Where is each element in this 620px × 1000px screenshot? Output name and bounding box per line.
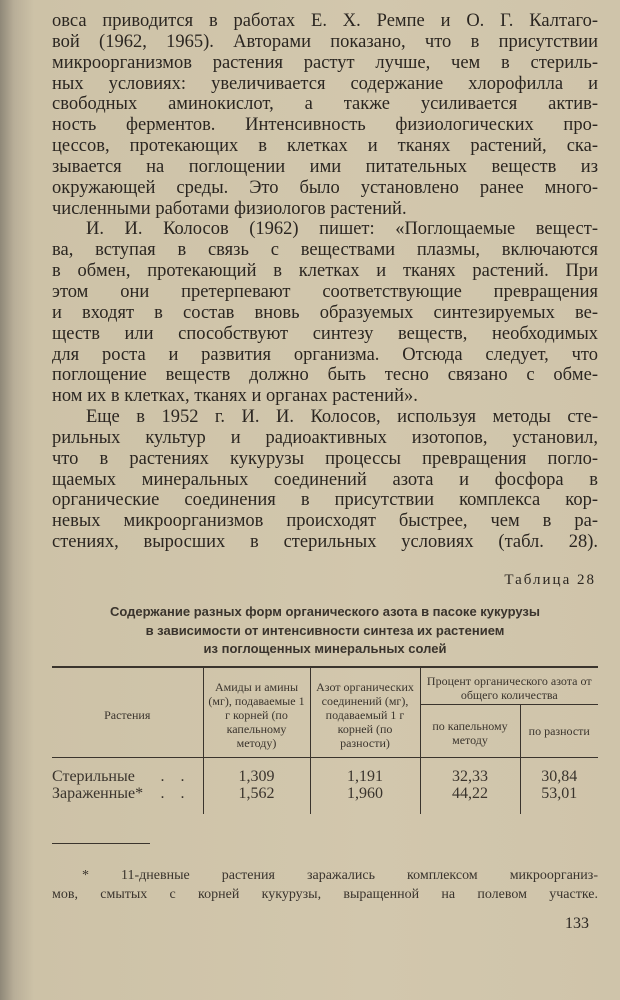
text-line: численными работами физиологов растений.: [52, 198, 407, 219]
text-line: зывается на поглощении ими питательных веществ из: [52, 156, 598, 177]
table-row: [52, 758, 598, 786]
cell-organic-nitrogen: 1,191: [310, 758, 420, 786]
cell-amides: 1,562: [203, 785, 310, 814]
header-percent-drop: по капельному методу: [420, 705, 520, 758]
page-number: 133: [565, 915, 589, 932]
cell-plant: [52, 758, 203, 786]
text-line: свободных аминокислот, а также усиливается актив-: [52, 94, 598, 115]
text-line: вой (1962, 1965). Авторами показано, что в присутствии: [52, 31, 598, 52]
text-line: этом они претерпевают соответствующие превращения: [52, 281, 598, 302]
text-line: цессов, протекающих в клетках и тканях растений, ска-: [52, 136, 598, 157]
table-label: Таблица 28: [504, 572, 596, 588]
cell-percent-drop: 32,33: [420, 758, 520, 786]
header-percent-group: Процент органического азота от общего количества: [420, 667, 598, 705]
text-line: рильных культур и радиоактивных изотопов, установил,: [52, 427, 598, 448]
cell-percent-drop: 44,22: [420, 785, 520, 814]
text-line: стениях, выросших в стерильных условиях (табл. 28).: [52, 532, 598, 553]
text-line: в обмен, протекающий в клетках и тканях растений. При: [52, 261, 598, 282]
header-amides: Амиды и амины (мг), подаваемые 1 г корней (по капельному методу): [203, 667, 310, 758]
leader-dots: . .: [160, 768, 191, 785]
plant-name: Зараженные*: [52, 785, 144, 802]
cell-organic-nitrogen: 1,960: [310, 785, 420, 814]
table-title: [52, 603, 598, 659]
table-title-line: из поглощенных минеральных солей: [203, 641, 447, 656]
table-row: [52, 785, 598, 814]
footnote: [52, 866, 598, 904]
text-line: щаемых минеральных соединений азота и фосфора в: [52, 469, 598, 490]
cell-plant: [52, 785, 203, 814]
text-line: органические соединения в присутствии комплекса кор-: [52, 490, 598, 511]
table-title-line: Содержание разных форм органического азота в пасоке кукурузы: [110, 604, 540, 619]
cell-percent-diff: 53,01: [520, 785, 598, 814]
footnote-rule: [52, 843, 150, 844]
cell-percent-diff: 30,84: [520, 758, 598, 786]
table-title-line: в зависимости от интенсивности синтеза их растением: [145, 622, 505, 638]
plant-name: Стерильные: [52, 768, 135, 785]
text-line: ществ или способствуют синтезу веществ, необходимых: [52, 323, 598, 344]
text-line: окружающей среды. Это было установлено ранее много-: [52, 177, 598, 198]
footnote-line: * 11-дневные растения заражались комплексом микроорганиз-: [82, 868, 598, 883]
cell-amides: 1,309: [203, 758, 310, 786]
text-line: Еще в 1952 г. И. И. Колосов, используя методы сте-: [86, 407, 598, 428]
text-line: что в растениях кукурузы процессы превращения погло-: [52, 448, 598, 469]
footnote-line: мов, смытых с корней кукурузы, выращенной на полевом участке.: [52, 887, 598, 902]
text-line: ном их в клетках, тканях и органах растений».: [52, 386, 418, 407]
text-line: ных условиях: увеличивается содержание хлорофилла и: [52, 73, 598, 94]
text-line: микроорганизмов растения растут лучше, чем в стериль-: [52, 52, 598, 73]
text-line: ность ферментов. Интенсивность физиологических про-: [52, 115, 598, 136]
header-plants: Растения: [52, 667, 203, 758]
text-line: и входят в состав вновь образуемых синтезируемых ве-: [52, 302, 598, 323]
text-line: для роста и развития организма. Отсюда следует, что: [52, 344, 598, 365]
header-percent-diff: по разности: [520, 705, 598, 758]
leader-dots: . .: [160, 785, 191, 802]
text-line: невых микроорганизмов происходят быстрее, чем в ра-: [52, 511, 598, 532]
header-organic-nitrogen: Азот органических соединений (мг), подаваемый 1 г корней (по разности): [310, 667, 420, 758]
text-line: поглощение веществ должно быть тесно связано с обме-: [52, 365, 598, 386]
data-table: [52, 666, 598, 814]
text-line: ва, вступая в связь с веществами плазмы, включаются: [52, 240, 598, 261]
text-line: И. И. Колосов (1962) пишет: «Поглощаемые вещест-: [86, 219, 598, 240]
body-text: [52, 11, 598, 553]
text-line: овса приводится в работах Е. Х. Ремпе и О. Г. Калтаго-: [52, 11, 598, 31]
